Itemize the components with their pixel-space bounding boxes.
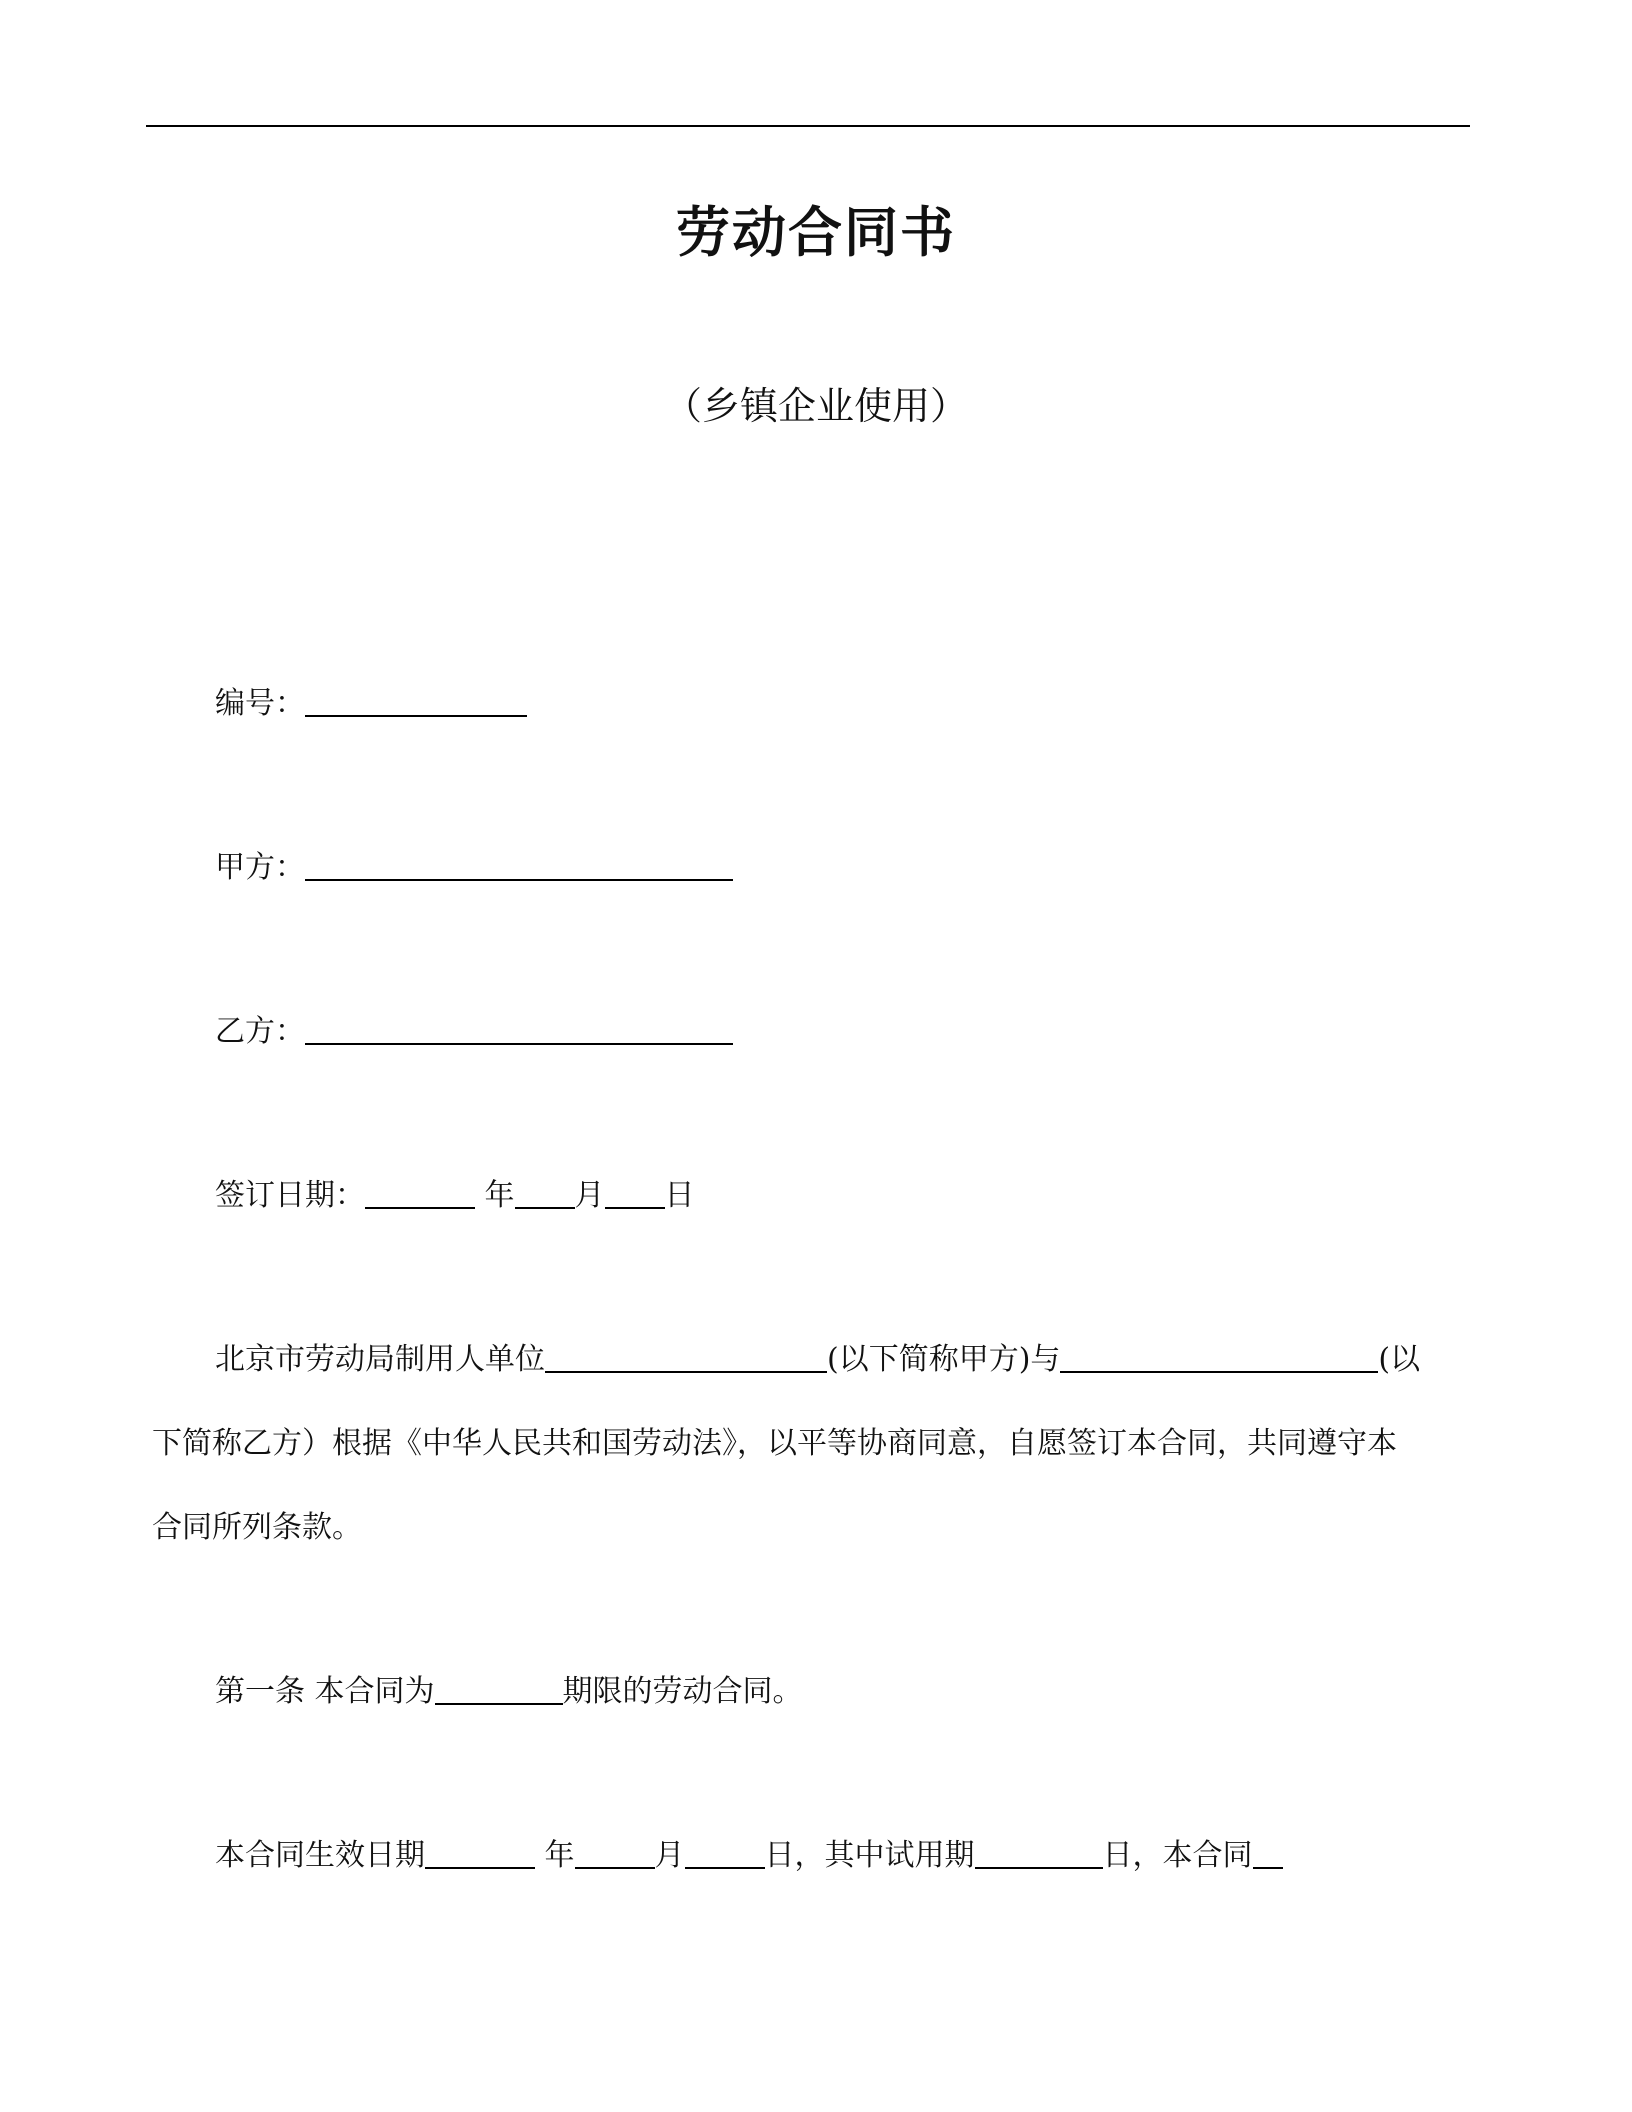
effective-date-line xyxy=(215,1830,1283,1874)
party-a-field-row xyxy=(215,842,733,886)
party-a-blank[interactable] xyxy=(305,849,733,881)
article-1-part2: 期限的劳动合同。 xyxy=(562,1674,803,1709)
article-1-part1: 本合同为 xyxy=(314,1674,435,1709)
party-b-field-row xyxy=(215,1006,733,1050)
document-title: 劳动合同书 xyxy=(676,201,956,264)
sign-month-blank[interactable] xyxy=(515,1177,575,1209)
party-a-label: 甲方： xyxy=(215,850,305,885)
effective-year-blank[interactable] xyxy=(425,1837,535,1869)
employee-blank[interactable] xyxy=(1060,1341,1378,1373)
intro-part2: (以下简称甲方)与 xyxy=(827,1342,1061,1377)
effective-month-label: 月 xyxy=(654,1838,685,1873)
intro-line-2: 下简称乙方）根据《中华人民共和国劳动法》，以平等协商同意，自愿签订本合同，共同遵守本 xyxy=(152,1426,1397,1461)
probation-blank[interactable] xyxy=(975,1837,1103,1869)
effective-day-contract: 日，本合同 xyxy=(1102,1838,1253,1873)
effective-month-blank[interactable] xyxy=(575,1837,655,1869)
intro-part3: (以 xyxy=(1378,1342,1421,1377)
sign-year-label: 年 xyxy=(484,1178,515,1213)
intro-line-1 xyxy=(215,1334,1420,1378)
article-1-label: 第一条 xyxy=(215,1674,305,1709)
sign-date-row xyxy=(215,1170,695,1214)
employer-blank[interactable] xyxy=(545,1341,827,1373)
sign-year-blank[interactable] xyxy=(365,1177,475,1209)
effective-year-label: 年 xyxy=(544,1838,575,1873)
intro-line-3: 合同所列条款。 xyxy=(152,1510,362,1545)
contract-term-blank[interactable] xyxy=(435,1673,563,1705)
sign-date-label: 签订日期： xyxy=(215,1178,365,1213)
party-b-blank[interactable] xyxy=(305,1013,733,1045)
number-field-row xyxy=(215,678,527,722)
contract-continued-blank[interactable] xyxy=(1253,1837,1283,1869)
sign-day-blank[interactable] xyxy=(605,1177,665,1209)
effective-part1: 本合同生效日期 xyxy=(215,1838,425,1873)
effective-day-blank[interactable] xyxy=(685,1837,765,1869)
effective-day-probation: 日，其中试用期 xyxy=(764,1838,975,1873)
sign-day-label: 日 xyxy=(664,1178,695,1213)
party-b-label: 乙方： xyxy=(215,1014,305,1049)
sign-month-label: 月 xyxy=(574,1178,605,1213)
article-1 xyxy=(215,1666,803,1710)
number-label: 编号： xyxy=(215,686,305,721)
document-subtitle: （乡镇企业使用） xyxy=(663,384,968,428)
number-blank[interactable] xyxy=(305,685,527,717)
header-rule xyxy=(146,125,1470,127)
intro-part1: 北京市劳动局制用人单位 xyxy=(215,1342,545,1377)
